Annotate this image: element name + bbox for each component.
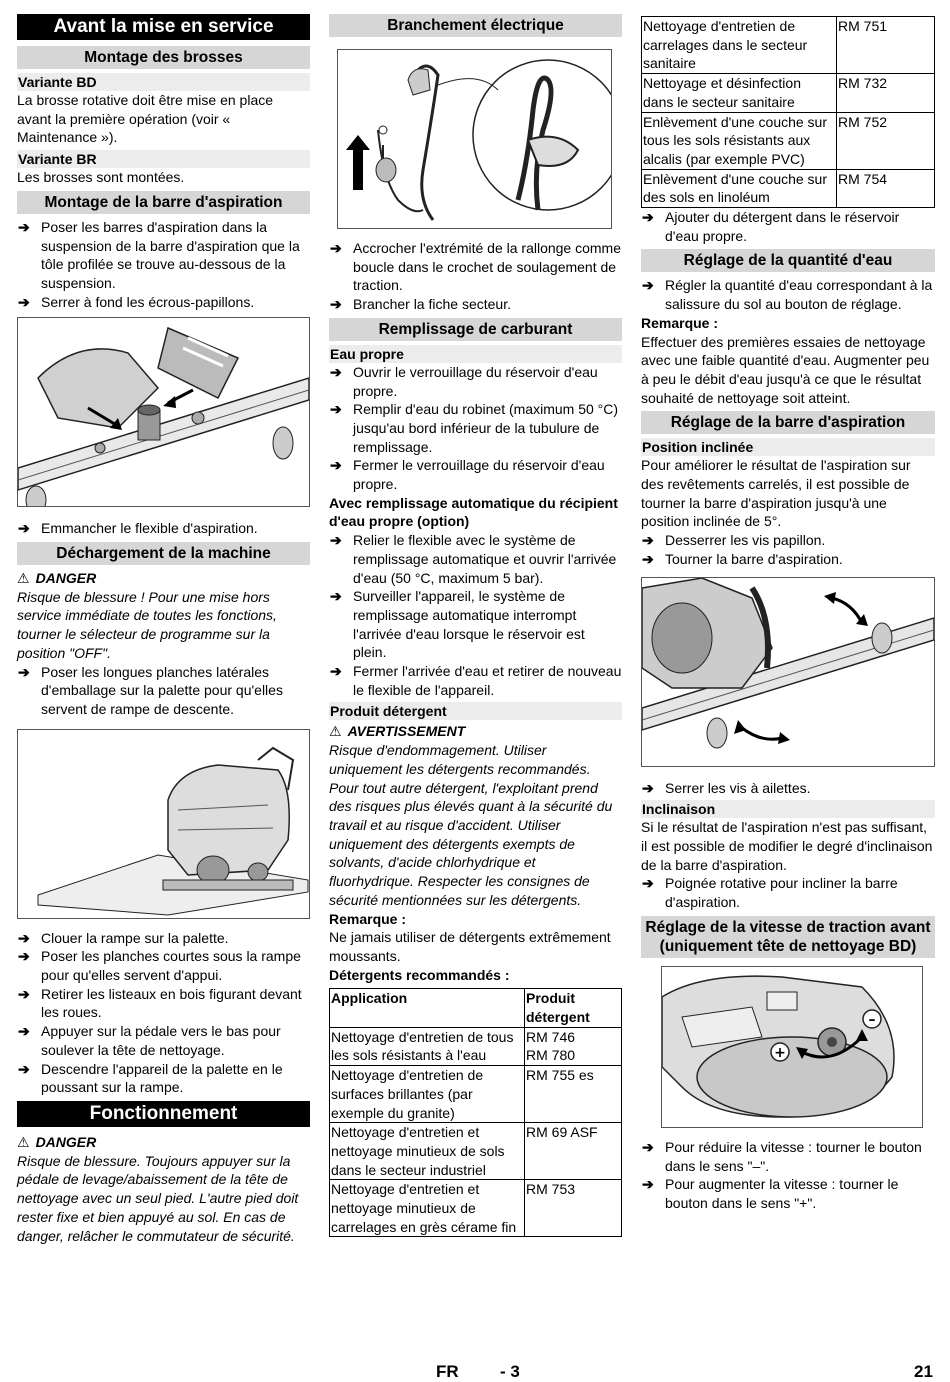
warning-icon: ⚠ <box>17 570 30 587</box>
list-item: ➔ Poser les planches courtes sous la rampe pour qu'elles servent d'appui. <box>18 948 301 984</box>
remarque-label: Remarque : <box>641 314 719 331</box>
arrow-icon: ➔ <box>330 296 342 313</box>
table-cell: RM 69 ASF <box>525 1123 622 1180</box>
list-item: ➔ Clouer la rampe sur la palette. <box>18 929 229 946</box>
figure-power-cable-hook <box>337 49 612 229</box>
arrow-icon: ➔ <box>642 550 654 567</box>
table-cell: Nettoyage et désinfection dans le secteur sanitaire <box>642 74 837 112</box>
arrow-icon: ➔ <box>642 1138 654 1155</box>
table-cell: RM 751 <box>837 17 935 74</box>
list-item: ➔ Emmancher le flexible d'aspiration. <box>18 520 258 537</box>
danger-text: Risque de blessure ! Pour une mise hors service immédiate de toutes les fonctions, tourner le sélecteur de programme sur la position "OFF". <box>17 588 277 661</box>
table-row <box>642 74 935 112</box>
remarque-text: Ne jamais utiliser de détergents extrêmement moussants. <box>329 929 611 964</box>
table-cell: RM 755 es <box>525 1066 622 1123</box>
table-row <box>330 1123 622 1180</box>
list-item: ➔ Retirer les listeaux en bois figurant devant les roues. <box>18 985 302 1021</box>
list-item: ➔ Fermer le verrouillage du réservoir d'eau propre. <box>330 457 605 493</box>
subheading-variante-bd: Variante BD <box>17 73 310 91</box>
figure-machine-on-pallet <box>17 729 310 919</box>
list-item: ➔ Descendre l'appareil de la palette en le poussant sur la rampe. <box>18 1060 283 1096</box>
arrow-icon: ➔ <box>18 1060 30 1077</box>
footer-page-sub: - 3 <box>500 1362 520 1381</box>
heading-montage-barre: Montage de la barre d'aspiration <box>17 191 310 214</box>
arrow-icon: ➔ <box>18 218 30 235</box>
detergents-table <box>329 988 622 1237</box>
list-item: ➔ Ajouter du détergent dans le réservoir d'eau propre. <box>642 209 900 244</box>
plus-symbol: + <box>774 1044 786 1061</box>
table-cell: Nettoyage d'entretien de surfaces brillantes (par exemple du granite) <box>330 1066 525 1123</box>
warning-icon: ⚠ <box>329 723 342 740</box>
section-title-avant: Avant la mise en service <box>17 14 310 40</box>
column-3 <box>641 16 935 1213</box>
table-row <box>330 1066 622 1123</box>
table-header-cell: Application <box>330 989 525 1027</box>
table-cell: Nettoyage d'entretien et nettoyage minutieux de carrelages en grès cérame fin <box>330 1180 525 1237</box>
warning-text: Risque d'endommagement. Utiliser uniquement les détergents recommandés. Pour tout autre détergent, l'exploitant prend des risques plus élevés quant à la sécurité du travail et au risque d'accident. Utiliser uniquement des détergents exempts de solvants, d'acide chlorhydrique et fluorhydrique. Respecter les consignes de sécurité mentionnées sur les détergents. <box>329 742 613 908</box>
table-row <box>642 169 935 207</box>
heading-branchement: Branchement électrique <box>329 14 622 37</box>
figure-suction-bar-tilt <box>641 577 935 767</box>
list-item: ➔ Remplir d'eau du robinet (maximum 50 °C) jusqu'au bord inférieur de la tubulure de remplissage. <box>330 401 619 455</box>
table-cell: Nettoyage d'entretien de tous les sols résistants à l'eau <box>330 1027 525 1065</box>
list-item: ➔ Pour réduire la vitesse : tourner le bouton dans le sens "–". <box>642 1138 922 1174</box>
subheading-variante-br: Variante BR <box>17 150 310 168</box>
arrow-icon: ➔ <box>642 277 654 294</box>
table-row <box>330 1027 622 1065</box>
danger-text: Risque de blessure. Toujours appuyer sur la pédale de levage/abaissement de la tête de nettoyage avec un seul pied. L'autre pied doit rester fixe et bien appuyé au sol. En cas de danger, relâcher le commutateur de sécurité. <box>17 1152 299 1244</box>
subheading-eau-propre: Eau propre <box>329 345 622 363</box>
list-item: ➔ Appuyer sur la pédale vers le bas pour soulever la tête de nettoyage. <box>18 1023 281 1058</box>
arrow-icon: ➔ <box>330 663 342 680</box>
list-item: ➔ Desserrer les vis papillon. <box>642 532 826 549</box>
list-item: ➔ Tourner la barre d'aspiration. <box>642 550 843 567</box>
heading-dechargement: Déchargement de la machine <box>17 542 310 565</box>
arrow-icon: ➔ <box>330 532 342 549</box>
section-title-fonctionnement: Fonctionnement <box>17 1101 310 1127</box>
table-cell: Nettoyage d'entretien et nettoyage minutieux de sols dans le secteur industriel <box>330 1123 525 1180</box>
warning-icon: ⚠ <box>17 1133 30 1150</box>
arrow-icon: ➔ <box>18 985 30 1002</box>
heading-reglage-barre: Réglage de la barre d'aspiration <box>641 411 935 434</box>
list-item: ➔ Surveiller l'appareil, le système de remplissage automatique interrompt l'arrivée d'eau lorsque le réservoir est plein. <box>330 588 585 661</box>
position-text: Pour améliorer le résultat de l'aspiration sur des revêtements carrelés, il est possible de tourner la barre d'aspiration jusqu'à une position inclinée de 5°. <box>641 457 911 530</box>
heading-quantite-eau: Réglage de la quantité d'eau <box>641 249 935 272</box>
inclinaison-text: Si le résultat de l'aspiration n'est pas suffisant, il est possible de modifier le degré d'inclinaison de la barre d'aspiration. <box>641 819 933 873</box>
subheading-inclinaison: Inclinaison <box>641 800 935 818</box>
variante-bd-text: La brosse rotative doit être mise en place avant la première opération (voir « Maintenance »). <box>17 92 274 146</box>
list-item: ➔ Serrer les vis à ailettes. <box>642 779 811 796</box>
list-item: ➔ Régler la quantité d'eau correspondant à la salissure du sol au bouton de réglage. <box>642 277 933 313</box>
arrow-icon: ➔ <box>330 401 342 418</box>
arrow-icon: ➔ <box>18 1023 30 1040</box>
list-item: ➔ Pour augmenter la vitesse : tourner le bouton dans le sens "+". <box>642 1176 899 1211</box>
list-item: ➔ Fermer l'arrivée d'eau et retirer de nouveau le flexible de l'appareil. <box>330 663 622 698</box>
heading-montage-brosses: Montage des brosses <box>17 46 310 69</box>
table-header-cell: Produit détergent <box>525 989 622 1027</box>
arrow-icon: ➔ <box>330 240 342 256</box>
detergents-table-continued <box>641 16 935 208</box>
column-1 <box>17 14 310 1245</box>
figure-speed-knob <box>661 966 923 1128</box>
table-row <box>330 1180 622 1237</box>
list-item: ➔ Relier le flexible avec le système de remplissage automatique et ouvrir l'arrivée d'eau (50 °C, maximum 5 bar). <box>330 532 617 586</box>
table-cell: RM 752 <box>837 112 935 169</box>
minus-symbol: – <box>868 1011 876 1028</box>
column-2 <box>329 14 622 1237</box>
table-cell: RM 746 RM 780 <box>525 1027 622 1065</box>
heading-vitesse-traction: Réglage de la vitesse de traction avant (uniquement tête de nettoyage BD) <box>641 916 935 958</box>
footer-lang: FR <box>436 1362 459 1381</box>
arrow-icon: ➔ <box>18 663 30 680</box>
table-cell: RM 753 <box>525 1180 622 1237</box>
table-cell: Nettoyage d'entretien de carrelages dans le secteur sanitaire <box>642 17 837 74</box>
subheading-produit: Produit détergent <box>329 702 622 720</box>
footer-page-number: 21 <box>914 1362 933 1381</box>
arrow-icon: ➔ <box>642 779 654 796</box>
table-cell: Enlèvement d'une couche sur tous les sols résistants aux alcalis (par exemple PVC) <box>642 112 837 169</box>
table-row <box>642 112 935 169</box>
list-item: ➔ Brancher la fiche secteur. <box>330 296 511 313</box>
table-row <box>642 17 935 74</box>
table-header-row <box>330 989 622 1027</box>
auto-fill-title: Avec remplissage automatique du récipient d'eau propre (option) <box>329 494 618 530</box>
list-item: ➔ Poser les longues planches latérales d'emballage sur la palette pour qu'elles servent de rampe de descente. <box>18 663 283 717</box>
heading-remplissage: Remplissage de carburant <box>329 318 622 341</box>
arrow-icon: ➔ <box>18 929 30 946</box>
arrow-icon: ➔ <box>330 363 342 380</box>
list-item: ➔ Poignée rotative pour incliner la barre d'aspiration. <box>642 875 898 911</box>
arrow-icon: ➔ <box>18 293 30 310</box>
table-cell: RM 754 <box>837 169 935 207</box>
danger-label: ⚠ DANGER <box>17 1133 97 1150</box>
remarque-text: Effectuer des premières essaies de nettoyage avec une faible quantité d'eau. Augmenter peu à peu le débit d'eau jusqu'à ce que le résultat souhaité de nettoyage soit atteint. <box>641 333 930 406</box>
arrow-icon: ➔ <box>18 948 30 965</box>
subheading-position-inclinee: Position inclinée <box>641 438 935 456</box>
list-item: ➔ Accrocher l'extrémité de la rallonge comme boucle dans le crochet de soulagement de traction. <box>330 240 622 294</box>
warning-label: ⚠ AVERTISSEMENT <box>329 723 466 740</box>
arrow-icon: ➔ <box>642 875 654 892</box>
table-cell: Enlèvement d'une couche sur des sols en linoléum <box>642 169 837 207</box>
arrow-icon: ➔ <box>642 209 654 226</box>
arrow-icon: ➔ <box>330 457 342 474</box>
list-item: ➔ Poser les barres d'aspiration dans la suspension de la barre d'aspiration que la tôle profilée se trouve au-dessous de la suspension. <box>18 218 300 291</box>
table-cell: RM 732 <box>837 74 935 112</box>
arrow-icon: ➔ <box>18 520 30 537</box>
list-item: ➔ Serrer à fond les écrous-papillons. <box>18 293 255 310</box>
arrow-icon: ➔ <box>330 588 342 605</box>
remarque-label: Remarque : <box>329 910 407 927</box>
list-item: ➔ Ouvrir le verrouillage du réservoir d'eau propre. <box>330 363 598 399</box>
variante-br-text: Les brosses sont montées. <box>17 169 185 186</box>
danger-label: ⚠ DANGER <box>17 570 97 587</box>
arrow-icon: ➔ <box>642 1176 654 1193</box>
figure-suction-bar-mounting <box>17 317 310 507</box>
detergents-title: Détergents recommandés : <box>329 966 510 983</box>
arrow-icon: ➔ <box>642 532 654 549</box>
